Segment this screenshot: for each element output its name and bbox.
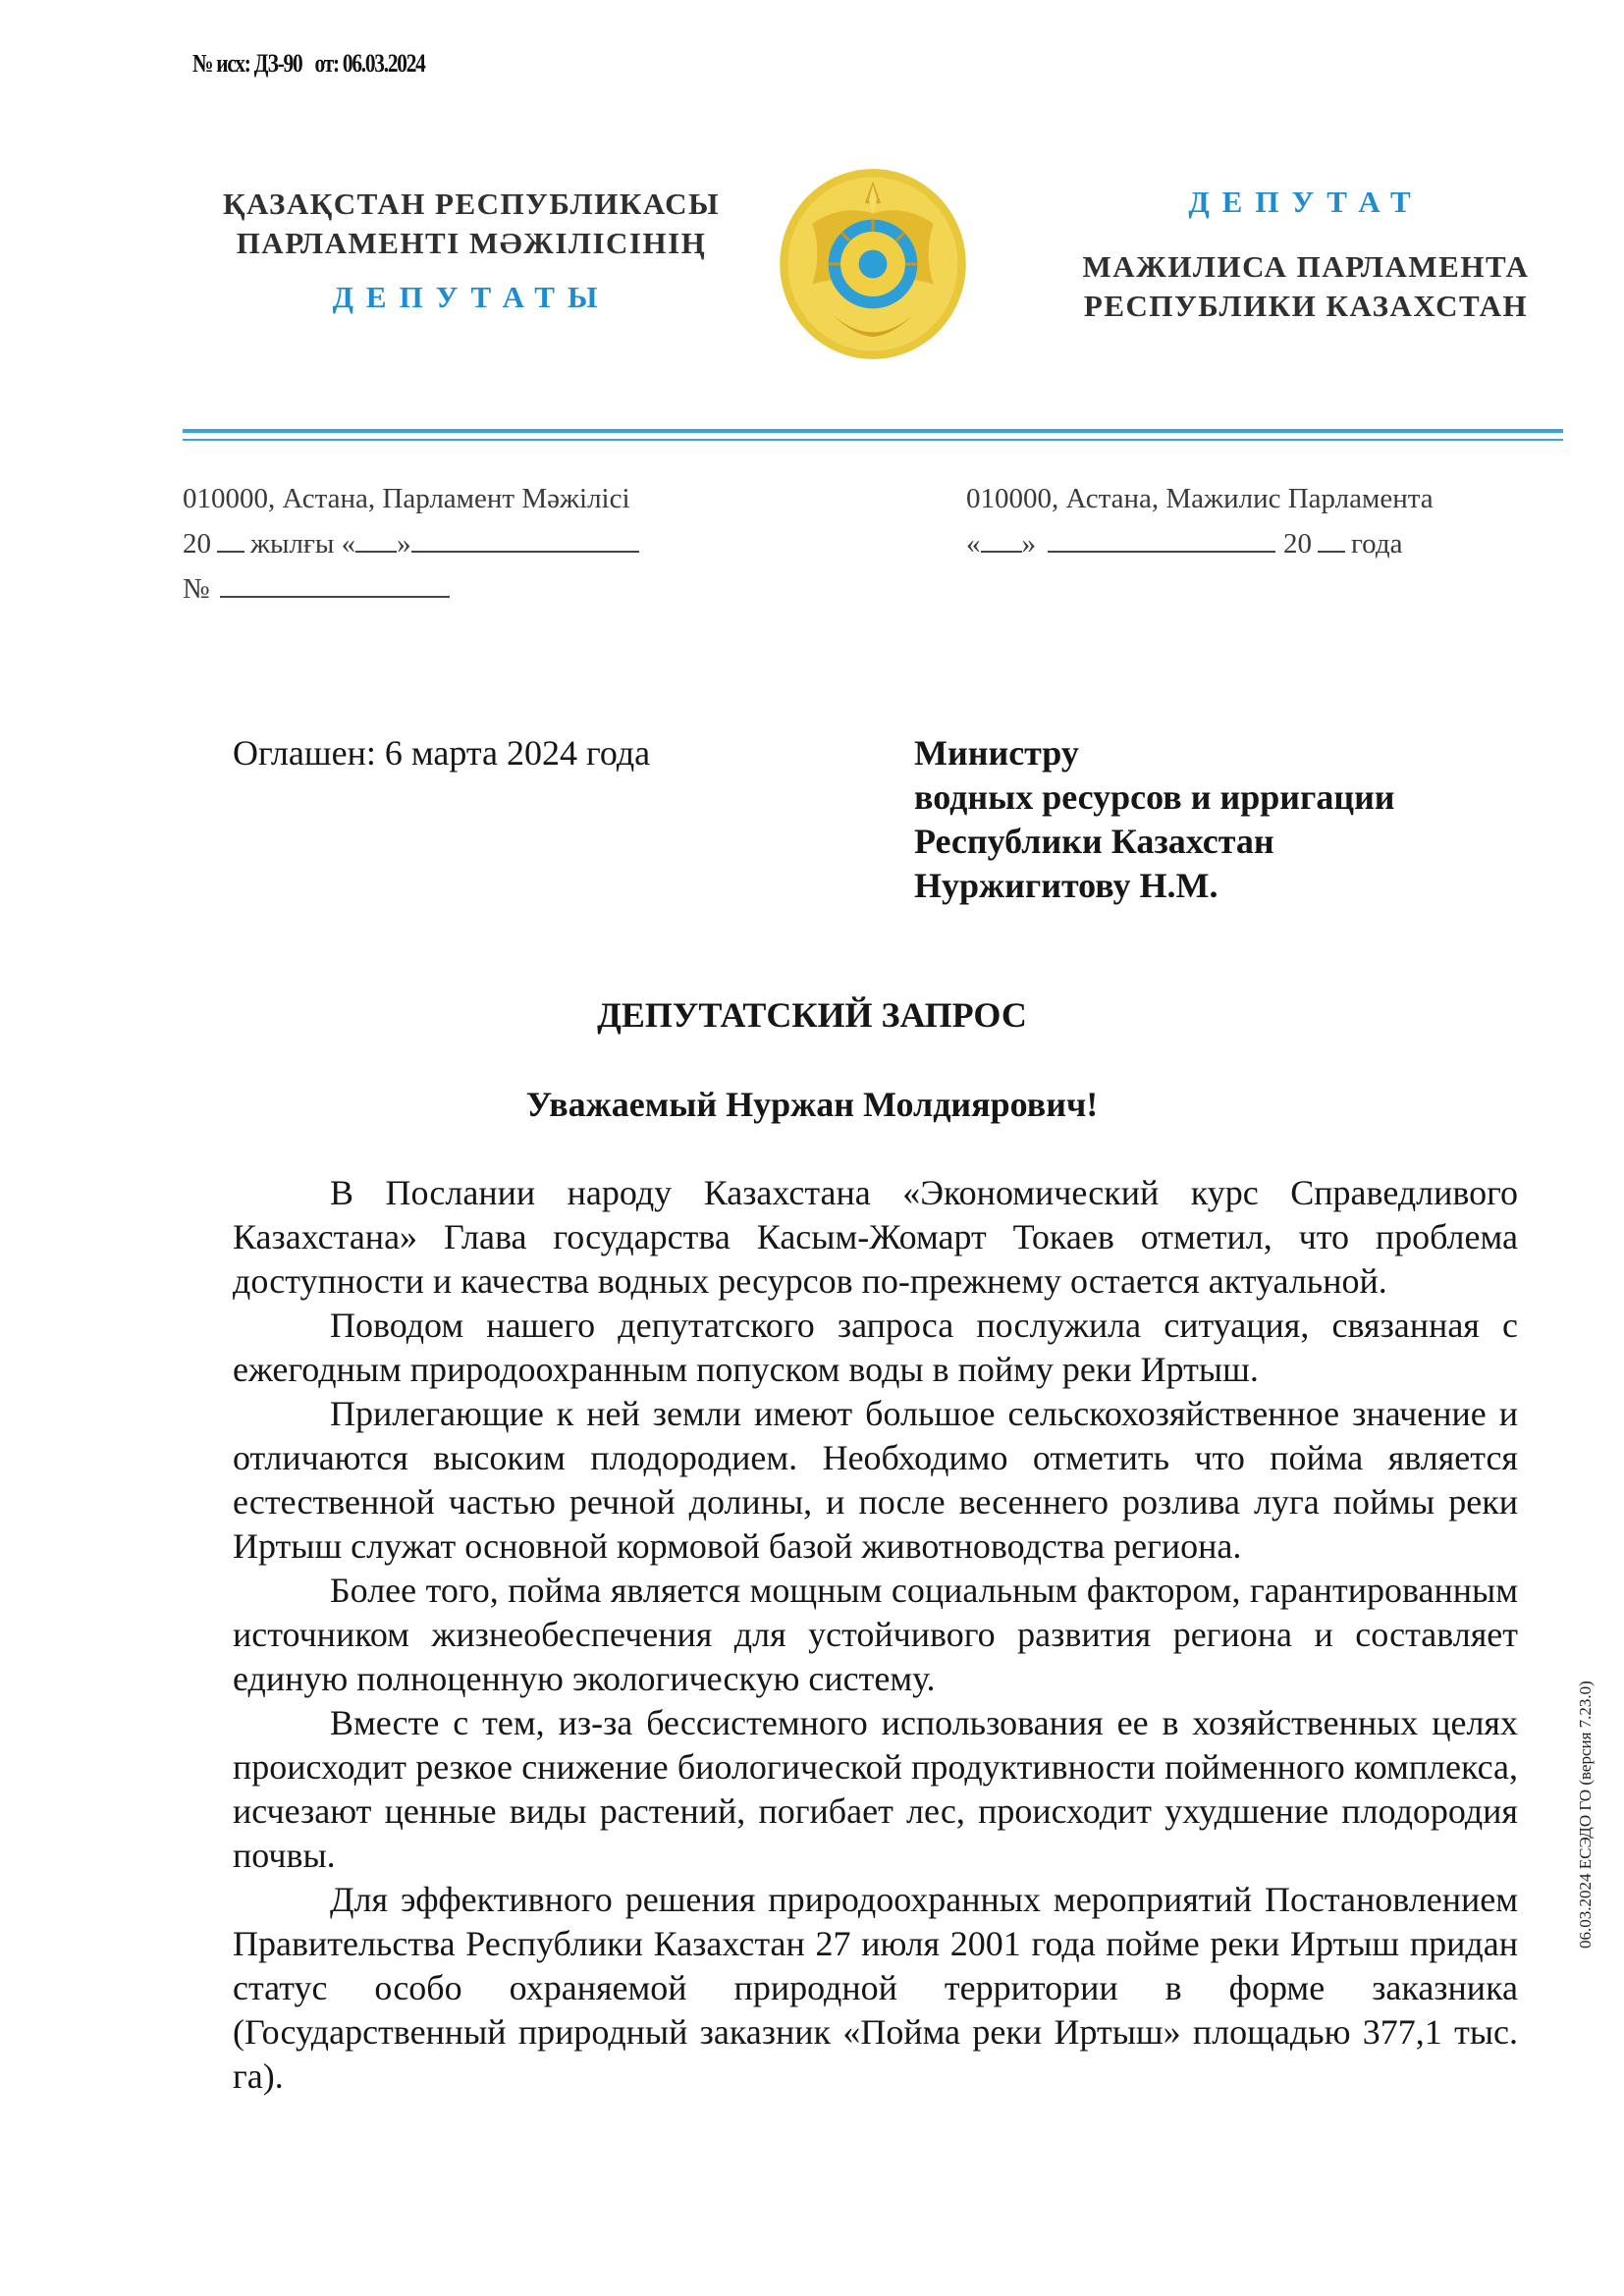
- addressee-block: [914, 731, 1395, 908]
- letterhead-kazakh-name: [206, 185, 736, 263]
- letterhead-kz-deputy: ДЕПУТАТЫ: [332, 280, 611, 314]
- registration-date: от: 06.03.2024: [314, 49, 425, 78]
- body-paragraph: Более того, пойма является мощным социальным фактором, гарантированным источником жизнеобеспечения для устойчивого развития региона и составляет единую полноценную экологическую систему.: [233, 1571, 1518, 1698]
- edms-side-stamp: 06.03.2024 ЕСЭДО ГО (версия 7.23.0): [1576, 1681, 1595, 1949]
- addressee-line: Нуржигитову Н.М.: [914, 866, 1218, 905]
- date-line: 20 жылғы « »: [183, 521, 639, 566]
- letter-body: [233, 1171, 1518, 2099]
- address-block-russian: [966, 476, 1434, 566]
- letterhead-kz-line: ПАРЛАМЕНТІ МӘЖІЛІСІНІҢ: [236, 226, 707, 260]
- addressee-line: Республики Казахстан: [914, 822, 1274, 861]
- letterhead-divider-thin: [183, 439, 1563, 441]
- addressee-line: Министру: [914, 733, 1079, 773]
- letterhead-kz-line: ҚАЗАҚСТАН РЕСПУБЛИКАСЫ: [222, 187, 721, 221]
- registration-number: № исх: ДЗ-90: [192, 49, 302, 78]
- document-title: ДЕПУТАТСКИЙ ЗАПРОС: [597, 995, 1027, 1035]
- state-emblem-icon: [772, 163, 974, 365]
- body-paragraph: Прилегающие к ней земли имеют большое сельскохозяйственное значение и отличаются высоким плодородием. Необходимо отметить что пойма является естественной частью речной долины, и после весеннего розлива луга поймы реки Иртыш служат основной кормовой базой животноводства региона.: [233, 1394, 1518, 1566]
- salutation: Уважаемый Нуржан Молдиярович!: [525, 1085, 1099, 1124]
- letterhead-russian-name: [1041, 247, 1571, 326]
- date-line: « » 20 года: [966, 521, 1434, 566]
- address-line: 010000, Астана, Парламент Мәжілісі: [183, 483, 630, 514]
- body-paragraph: Вместе с тем, из-за бессистемного использования ее в хозяйственных целях происходит резкое снижение биологической продуктивности пойменного комплекса, исчезают ценные виды растений, погибает лес, происходит ухудшение плодородия почвы.: [233, 1703, 1518, 1875]
- body-paragraph: В Послании народу Казахстана «Экономический курс Справедливого Казахстана» Глава государства Касым-Жомарт Токаев отметил, что проблема доступности и качества водных ресурсов по-прежнему остается актуальной.: [233, 1173, 1518, 1301]
- announced-date: Оглашен: 6 марта 2024 года: [233, 733, 651, 773]
- letterhead-divider: [183, 429, 1563, 433]
- registration-stamp: [192, 49, 425, 79]
- body-paragraph: Для эффективного решения природоохранных мероприятий Постановлением Правительства Республики Казахстан 27 июля 2001 года пойме реки Иртыш придан статус особо охраняемой природной территории в форме заказника (Государственный природный заказник «Пойма реки Иртыш» площадью 377,1 тыс. га).: [233, 1880, 1518, 2096]
- number-line: №: [183, 566, 639, 612]
- letterhead-ru-line: РЕСПУБЛИКИ КАЗАХСТАН: [1083, 289, 1529, 323]
- body-paragraph: Поводом нашего депутатского запроса послужила ситуация, связанная с ежегодным природоохранным попуском воды в пойму реки Иртыш.: [233, 1306, 1518, 1389]
- address-line: 010000, Астана, Мажилис Парламента: [966, 483, 1434, 514]
- address-block-kazakh: [183, 476, 639, 612]
- letterhead-ru-deputy: ДЕПУТАТ: [1188, 185, 1424, 219]
- addressee-line: водных ресурсов и ирригации: [914, 777, 1395, 817]
- letterhead-ru-line: МАЖИЛИСА ПАРЛАМЕНТА: [1082, 249, 1530, 284]
